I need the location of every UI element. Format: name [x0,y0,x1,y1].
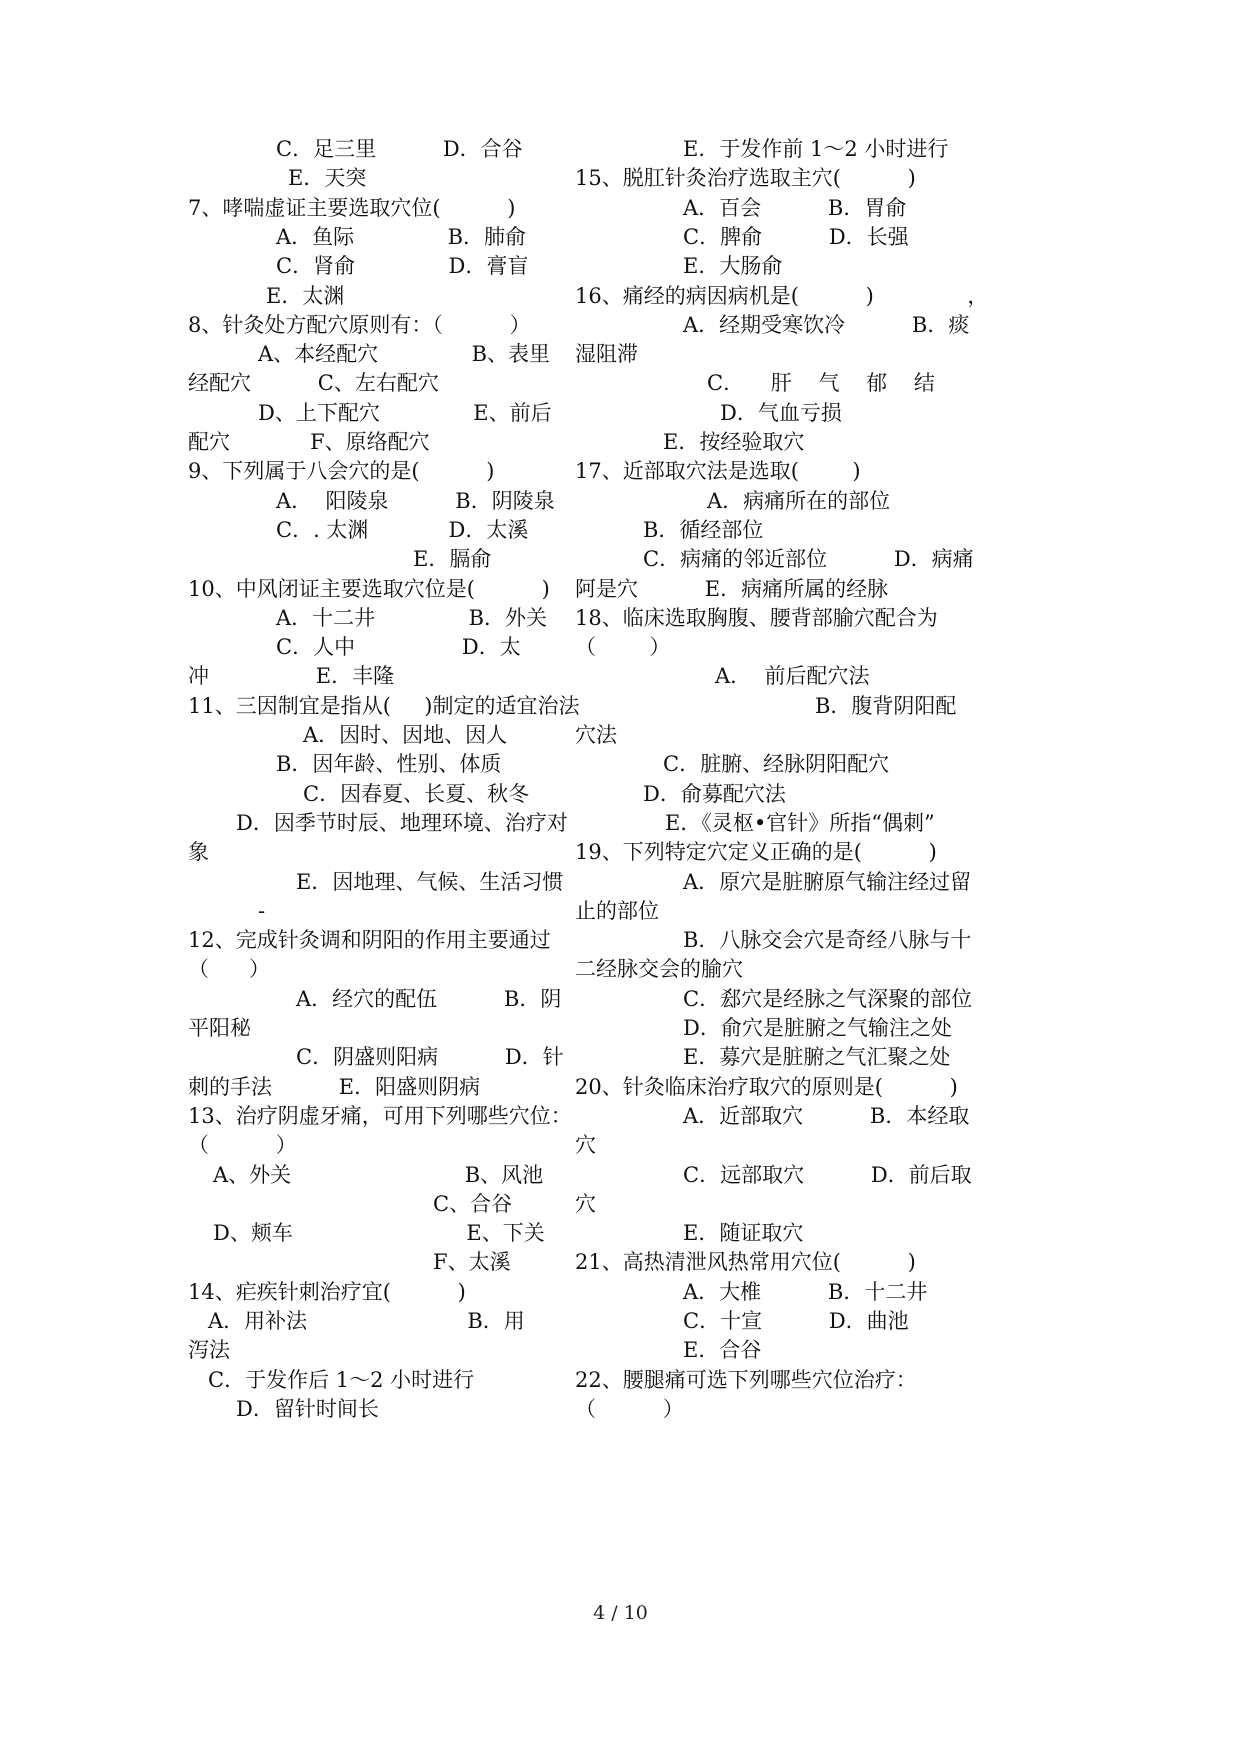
right_column-line: 穴 [575,1133,596,1158]
right_column-line: E．《灵枢•官针》所指“偶刺” [665,810,935,835]
right_column-line: B．腹背阴阳配 [815,693,957,718]
left_column-line: D、颊车 E、下关 [213,1221,545,1246]
right_column-line: 20、针灸临床治疗取穴的原则是( ) [575,1074,958,1099]
right_column-line: 止的部位 [575,898,659,923]
right_column-line: 18、临床选取胸腹、腰背部腧穴配合为 [575,605,938,630]
right_column-line: A．近部取穴 B．本经取 [683,1103,970,1128]
right_column-line: （ ） [575,635,671,660]
right_column-line: 二经脉交会的腧穴 [575,957,743,982]
right_column-line: E．大肠俞 [683,254,783,279]
left_column-line: 14、疟疾针刺治疗宜( ) [188,1279,466,1304]
right_column-line: E．合谷 [683,1338,762,1363]
right_column-line: 15、脱肛针灸治疗选取主穴( ) [575,166,916,191]
left_column-line: 象 [188,840,209,865]
left_column-line: C、合谷 [433,1191,513,1216]
left_column-line: C．因春夏、长夏、秋冬 [303,781,530,806]
left_column-line: C．肾俞 D．膏盲 [276,254,529,279]
left_column-line: D．留针时间长 [236,1396,379,1421]
left_column-line: D、上下配穴 E、前后 [258,400,552,425]
left-column [188,0,618,1754]
right_column-line: A．经期受寒饮冷 B．痰 [683,312,970,337]
right_column-line: 阿是穴 E．病痛所属的经脉 [575,576,889,601]
left_column-line: 平阳秘 [188,1016,251,1040]
right_column-line: 19、下列特定穴定义正确的是( ) [575,840,937,865]
right_column-line: D．气血亏损 [720,400,842,425]
right_column-line: 22、腰腿痛可选下列哪些穴位治疗： [575,1367,917,1392]
right_column-line: A．原穴是脏腑原气输注经过留 [683,869,972,894]
left_column-line: 8、针灸处方配穴原则有：（ ） [188,312,531,337]
right_column-line: E．于发作前 1～2 小时进行 [683,137,949,161]
right_column-line: C．脏腑、经脉阴阳配穴 [663,752,890,777]
right_column-line: 17、近部取穴法是选取( ) [575,459,861,484]
left_column-line: （ ） [188,1133,297,1158]
left_column-line: A．用补法 B．用 [208,1309,525,1333]
left_column-line: C．人中 D．太 [276,635,521,660]
right_column-line: E．按经验取穴 [663,430,805,454]
left_column-line: （ ） [188,957,271,982]
left_column-line: A．鱼际 B．肺俞 [276,224,527,249]
left_column-line: 11、三因制宜是指从( )制定的适宜治法 [188,693,580,718]
right_column-line: B．循经部位 [643,517,764,542]
left_column-line: 配穴 F、原络配穴 [188,430,430,454]
right_column-line: C．远部取穴 D．前后取 [683,1162,972,1187]
right_column-line: B．八脉交会穴是奇经八脉与十 [683,928,972,953]
left_column-line: B．因年龄、性别、体质 [276,752,502,777]
right_column-line: C．脾俞 D．长强 [683,224,909,249]
page-number: 4 / 10 [593,1602,648,1624]
left_column-line: 冲 E．丰隆 [188,664,395,689]
right_column-line: A．百会 B．胃俞 [683,195,907,220]
left_column-line: 12、完成针灸调和阴阳的作用主要通过 [188,928,551,953]
right_column-line: A．病痛所在的部位 [707,488,891,513]
right_column-line: C．十宣 D．曲池 [683,1309,909,1333]
left_column-line: E．天突 [288,166,367,191]
right_column-line: D．俞穴是脏腑之气输注之处 [683,1016,952,1040]
left_column-line: E．因地理、气候、生活习惯 [296,869,564,894]
right_column-line: 穴 [575,1191,596,1216]
right_column-line: E．募穴是脏腑之气汇聚之处 [683,1045,951,1070]
left_column-line: 刺的手法 E．阳盛则阴病 [188,1074,481,1099]
left_column-line: A．十二井 B．外关 [276,605,548,630]
left_column-line: 9、下列属于八会穴的是( ) [188,459,495,484]
left_column-line: 经配穴 C、左右配穴 [188,371,439,396]
left_column-line: E．膈俞 [413,547,492,572]
right_column-line: D．俞募配穴法 [643,781,786,806]
left_column-line: 7、哮喘虚证主要选取穴位( ) [188,195,516,220]
right_column-line: A．大椎 B．十二井 [683,1279,928,1304]
left_column-line: C．于发作后 1～2 小时进行 [208,1367,475,1392]
right_column-line: 16、痛经的病因病机是( ) ， [575,283,989,308]
left_column-line: - [258,898,266,923]
right_column-line: C．病痛的邻近部位 D．病痛 [643,547,974,572]
left_column-line: 13、治疗阴虚牙痛，可用下列哪些穴位： [188,1103,572,1128]
left_column-line: 10、中风闭证主要选取穴位是( ) [188,576,550,601]
right_column-line: C．郄穴是经脉之气深聚的部位 [683,986,973,1011]
left_column-line: C．. 太渊 D．太溪 [276,517,529,542]
left_column-line: F、太溪 [433,1250,511,1275]
left_column-line: A、外关 B、风池 [213,1162,544,1187]
left_column-line: C．阴盛则阳病 D．针 [296,1045,564,1070]
right_column-line: （ ） [575,1396,684,1421]
right_column-line: 21、高热清泄风热常用穴位( ) [575,1250,916,1275]
left_column-line: E．太渊 [266,283,345,308]
left_column-line: A． 阳陵泉 B．阴陵泉 [276,488,555,513]
left_column-line: C．足三里 D．合谷 [276,137,523,161]
left_column-line: A、本经配穴 B、表里 [258,342,551,367]
left_column-line: 泻法 [188,1338,230,1363]
right_column-line: C． 肝 气 郁 结 [707,371,935,396]
right_column-line: A． 前后配穴法 [715,664,870,689]
left_column-line: A．因时、因地、因人 [303,723,508,747]
right_column-line: E．随证取穴 [683,1221,804,1246]
left_column-line: A．经穴的配伍 B．阴 [296,986,562,1011]
left_column-line: D．因季节时辰、地理环境、治疗对 [236,810,568,835]
right_column-line: 穴法 [575,723,617,747]
right_column-line: 湿阻滞 [575,342,638,367]
